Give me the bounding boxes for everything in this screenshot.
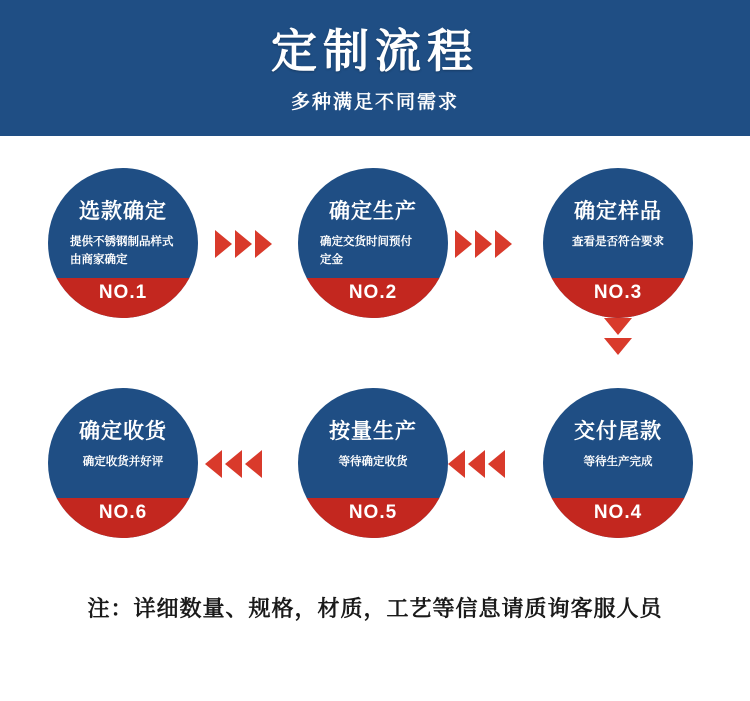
flow-step-5-number: NO.5 — [298, 498, 448, 538]
page-subtitle: 多种满足不同需求 — [290, 91, 459, 113]
footer-note: 注：详细数量、规格，材质，工艺等信息请质询客服人员 — [87, 596, 663, 621]
flow-step-4 — [543, 388, 693, 538]
flow-step-6-description — [67, 453, 180, 471]
flow-step-2-number: NO.2 — [298, 278, 448, 318]
arrow-step4-to-step5-icon — [448, 450, 508, 478]
flow-step-1-desc-line-2: 由商家确定 — [70, 254, 128, 266]
flow-step-4-number: NO.4 — [543, 498, 693, 538]
flow-step-1-desc-line-1: 提供不锈钢制品样式 — [70, 236, 174, 248]
flow-step-3-desc-line-1: 查看是否符合要求 — [572, 236, 664, 248]
flow-step-4-title: 交付尾款 — [574, 420, 662, 443]
flow-step-3 — [543, 168, 693, 318]
flow-step-3-title: 确定样品 — [574, 200, 662, 223]
flow-step-1-title: 选款确定 — [79, 200, 167, 223]
arrow-step3-to-step4-icon — [604, 318, 632, 358]
flow-step-1-description — [48, 233, 198, 269]
flow-step-5-description — [323, 453, 424, 471]
flow-step-2-desc-line-1: 确定交货时间预付 — [320, 236, 412, 248]
flow-step-3-number: NO.3 — [543, 278, 693, 318]
flow-step-5-title: 按量生产 — [329, 420, 417, 443]
flow-step-2-description — [298, 233, 448, 269]
flow-step-6-number: NO.6 — [48, 498, 198, 538]
arrow-step2-to-step3-icon — [455, 230, 515, 258]
flow-step-2-desc-line-2: 定金 — [320, 254, 343, 266]
flow-step-4-desc-line-1: 等待生产完成 — [583, 456, 653, 468]
flow-step-2-title: 确定生产 — [329, 200, 417, 223]
flow-step-6 — [48, 388, 198, 538]
header-banner — [0, 0, 750, 136]
flow-step-3-description — [556, 233, 680, 251]
flow-step-4-description — [568, 453, 669, 471]
arrow-step5-to-step6-icon — [205, 450, 265, 478]
flow-step-2 — [298, 168, 448, 318]
flow-step-1-number: NO.1 — [48, 278, 198, 318]
page-title: 定制流程 — [271, 24, 479, 77]
flow-step-1 — [48, 168, 198, 318]
flow-step-6-desc-line-1: 确定收货并好评 — [82, 456, 164, 468]
arrow-step1-to-step2-icon — [215, 230, 275, 258]
flow-step-5-desc-line-1: 等待确定收货 — [338, 456, 408, 468]
flow-step-6-title: 确定收货 — [79, 420, 167, 443]
flow-step-5 — [298, 388, 448, 538]
